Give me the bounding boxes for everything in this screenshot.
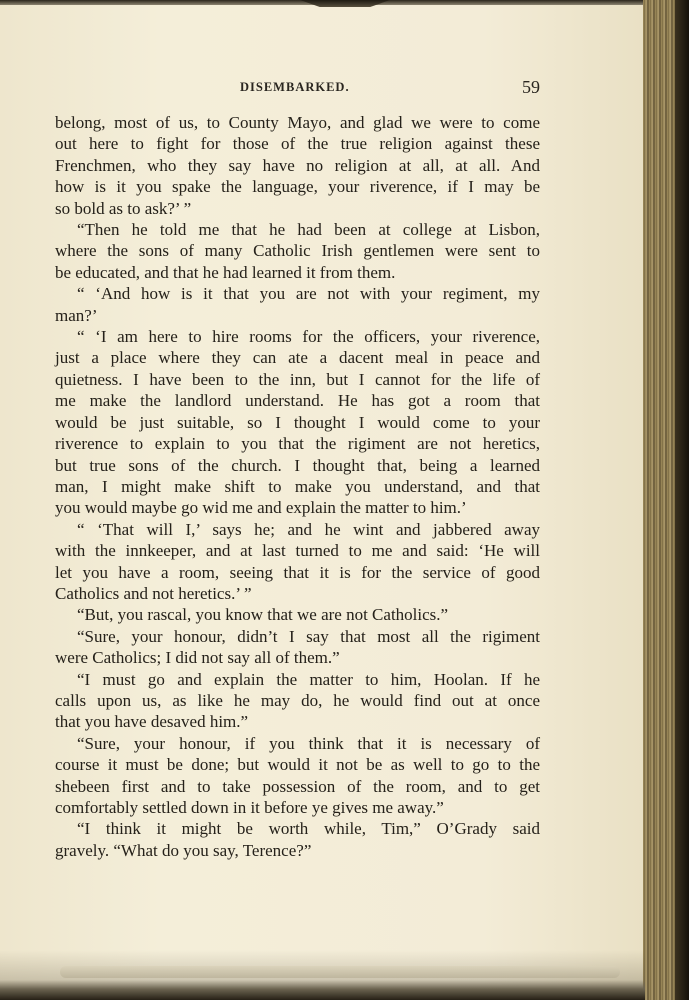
text-line: me make the landlord understand. He has got a room that bbox=[55, 391, 540, 411]
text-line: you would maybe go wid me and explain the matter to him.’ bbox=[55, 498, 467, 518]
text-line: Catholics and not heretics.’ ” bbox=[55, 583, 252, 603]
page-number: 59 bbox=[522, 77, 540, 97]
text-line: that you have desaved him.” bbox=[55, 712, 249, 732]
text-line: comfortably settled down in it before ye gives me away.” bbox=[55, 798, 444, 817]
text-line: course it must be done; but would it not be as well to go to the bbox=[55, 755, 540, 775]
text-line: but true sons of the church. I thought that, being a learned bbox=[55, 455, 540, 475]
text-line: “Sure, your honour, if you think that it is necessary of bbox=[77, 733, 540, 753]
page-header bbox=[60, 77, 540, 99]
text-line: so bold as to ask?’ ” bbox=[55, 198, 192, 218]
text-line: “ ‘That will I,’ says he; and he wint and jabbered away bbox=[77, 519, 540, 539]
text-line: where the sons of many Catholic Irish gentlemen were sent to bbox=[55, 241, 540, 261]
text-line: calls upon us, as like he may do, he would find out at once bbox=[55, 690, 540, 710]
text-line: “I must go and explain the matter to him, Hoolan. If he bbox=[77, 669, 540, 689]
text-line: “I think it might be worth while, Tim,” O’Grady said bbox=[77, 819, 540, 839]
text-line: let you have a room, seeing that it is for the service of good bbox=[55, 562, 540, 582]
bottom-page-strip bbox=[60, 966, 620, 978]
text-line: quietness. I have been to the inn, but I cannot for the life of bbox=[55, 369, 540, 389]
text-line: “Sure, your honour, didn’t I say that most all the rigiment bbox=[77, 626, 540, 646]
text-line: gravely. “What do you say, Terence?” bbox=[55, 840, 312, 860]
text-line: would be just suitable, so I thought I would come to your bbox=[55, 412, 540, 432]
body-text bbox=[55, 112, 540, 861]
book-page-edges bbox=[643, 0, 689, 1000]
text-line: belong, most of us, to County Mayo, and glad we were to come bbox=[55, 113, 540, 132]
text-line: with the innkeeper, and at last turned to me and said: ‘He will bbox=[55, 541, 540, 561]
text-line: shebeen first and to take possession of the room, and to get bbox=[55, 776, 540, 796]
text-line: be educated, and that he had learned it from them. bbox=[55, 262, 396, 282]
text-line: Frenchmen, who they say have no religion at all, at all. And bbox=[55, 155, 540, 175]
text-line: man?’ bbox=[55, 305, 98, 325]
text-line: were Catholics; I did not say all of them.” bbox=[55, 648, 340, 668]
text-line: out here to fight for those of the true religion against these bbox=[55, 134, 540, 154]
text-line: man, I might make shift to make you understand, and that bbox=[55, 476, 540, 496]
text-line: “But, you rascal, you know that we are not Catholics.” bbox=[77, 605, 449, 625]
text-line: “ ‘And how is it that you are not with your regiment, my bbox=[77, 284, 540, 304]
text-line: how is it you spake the language, your riverence, if I may be bbox=[55, 177, 540, 197]
text-line: “Then he told me that he had been at college at Lisbon, bbox=[77, 220, 540, 240]
text-line: riverence to explain to you that the rigiment are not heretics, bbox=[55, 434, 540, 454]
text-line: “ ‘I am here to hire rooms for the officers, your riverence, bbox=[77, 327, 540, 347]
running-head: DISEMBARKED. bbox=[240, 80, 350, 94]
text-line: just a place where they can ate a dacent meal in peace and bbox=[55, 348, 540, 368]
